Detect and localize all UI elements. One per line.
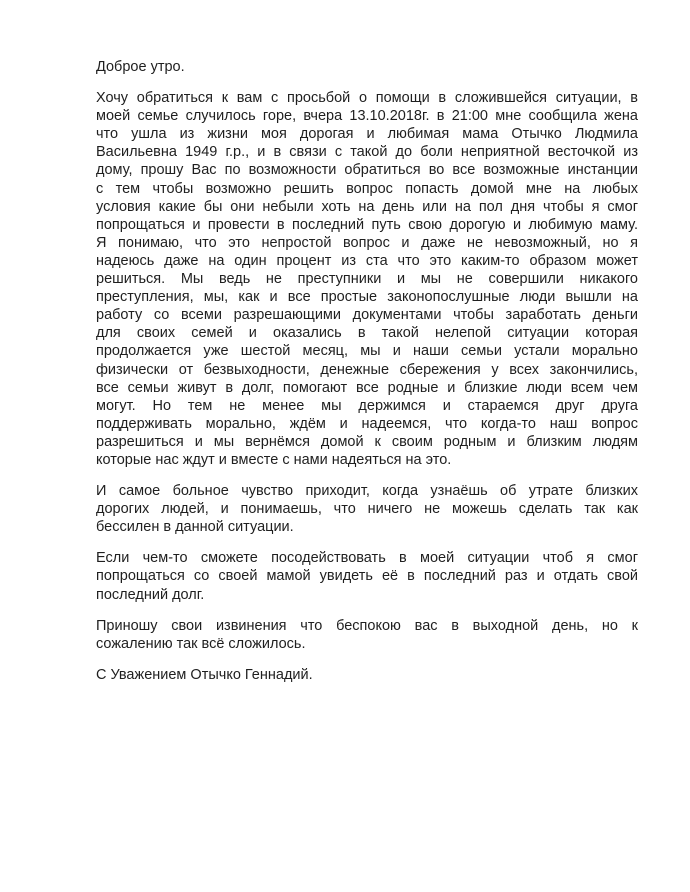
text-line: дому, прошу Вас по возможности обратиться во все возможные инстанции [96,162,638,179]
text-line: дорогих людей, и понимаешь, что ничего не можешь сделать так как [96,501,638,518]
text-line: попрощаться со своей мамой увидеть её в последний раз и отдать свой [96,568,638,585]
text-line: все семьи живут в долг, помогают все родные и близкие люди всем чем [96,379,638,396]
paragraph-1 [96,58,638,76]
letter-body [96,58,638,697]
text-line: бессилен в данной ситуации. [96,519,294,536]
text-line: попрощаться и провести в последний путь свою дорогую и любимую маму. [96,216,638,233]
text-line: Приношу свои извинения что беспокою вас в выходной день, но к [96,617,638,634]
text-line: могут. Но тем не менее мы держимся и стараемся друг друга [96,397,638,414]
text-line: с тем чтобы возможно решить вопрос попасть домой мне на любых [96,180,638,197]
text-line: Если чем-то сможете посодействовать в моей ситуации чтоб я смог [96,550,638,567]
text-line: Я понимаю, что это непростой вопрос и даже не невозможный, но я [96,234,638,251]
paragraph-6 [96,666,638,684]
text-line: для своих семей и оказались в такой нелепой ситуации которая [96,325,638,342]
paragraph-4 [96,549,638,603]
text-line: Хочу обратиться к вам с просьбой о помощи в сложившейся ситуации, в [96,90,638,107]
text-line: С Уважением Отычко Геннадий. [96,666,313,683]
paragraph-5 [96,617,638,653]
paragraph-2 [96,89,638,469]
text-line: которые нас ждут и вместе с нами надеяться на это. [96,451,452,468]
text-line: продолжается уже шестой месяц, мы и наши семьи устали морально [96,343,638,360]
text-line: последний долг. [96,586,205,603]
text-line: сожалению так всё сложилось. [96,635,306,652]
text-line: надеюсь даже на один процент из ста что это каким-то образом может [96,252,638,269]
text-line: условия какие бы они небыли хоть на день или на пол дня чтобы я смог [96,198,638,215]
text-line: Доброе утро. [96,59,185,75]
text-line: физически от безвыходности, денежные сбережения у всех закончились, [96,361,638,378]
text-line: разрешиться и мы вернёмся домой к своим родным и близким людям [96,433,638,450]
paragraph-3 [96,482,638,536]
text-line: моей семье случилось горе, вчера 13.10.2018г. в 21:00 мне сообщила жена [96,108,638,125]
text-line: что ушла из жизни моя дорогая и любимая мама Отычко Людмила [96,126,638,143]
text-line: Васильевна 1949 г.р., и в связи с такой до боли неприятной весточкой из [96,144,638,161]
text-line: работу со всеми разрешающими документами чтобы заработать деньги [96,307,638,324]
text-line: И самое больное чувство приходит, когда узнаёшь об утрате близких [96,483,638,500]
text-line: решиться. Мы ведь не преступники и мы не совершили никакого [96,271,638,288]
text-line: поддерживать морально, ждём и надеемся, что когда-то наш вопрос [96,415,638,432]
text-line: преступления, мы, как и все простые законопослушные люди вышли на [96,289,638,306]
